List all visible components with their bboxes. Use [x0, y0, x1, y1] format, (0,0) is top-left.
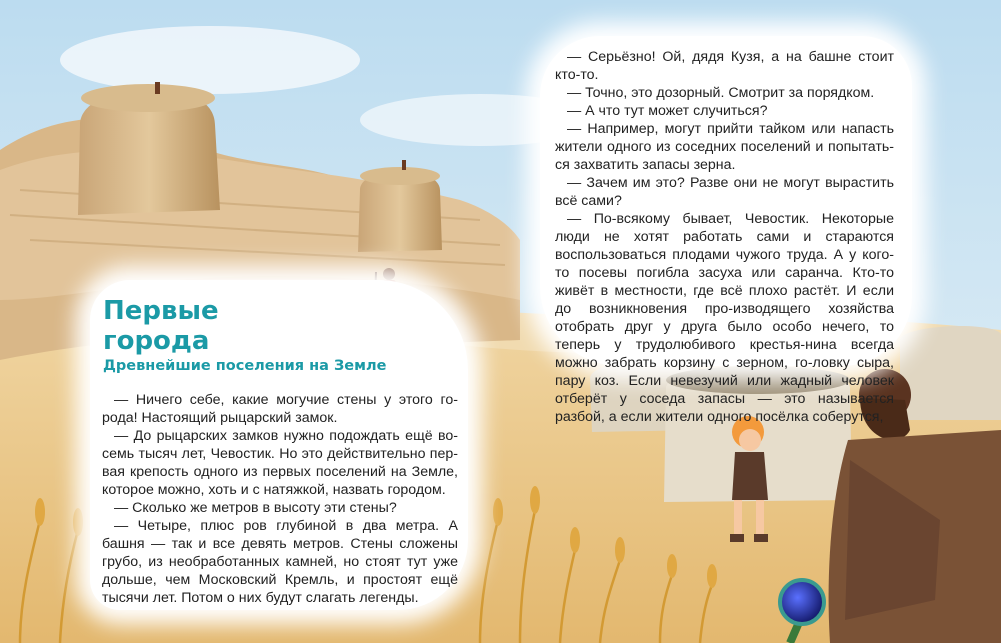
- watchman-figure: [402, 160, 406, 170]
- left-column-text: [102, 391, 458, 607]
- right-column-text: [555, 48, 894, 426]
- paragraph: — Точно, это дозорный. Смотрит за порядком.: [567, 85, 875, 101]
- paragraph: — Зачем им это? Разве они не могут вырастить всё сами?: [555, 175, 894, 209]
- tower-large-top: [81, 84, 215, 112]
- chapter-title-line-2: города: [103, 326, 210, 356]
- chapter-title: [103, 296, 219, 356]
- cloud: [60, 26, 360, 94]
- paragraph: — Ничего себе, какие могучие стены у этого го-рода! Настоящий рыцарский замок.: [102, 392, 458, 426]
- paragraph: — До рыцарских замков нужно подождать ещё во-семь тысяч лет, Чевостик. Но это действительно пер-вая крепость одного из первых поселений на Земле, которое можно, хоть и с натяжкой, назвать городом.: [102, 428, 458, 498]
- chapter-title-line-1: Первые: [103, 296, 219, 326]
- tower-small-top: [360, 167, 440, 185]
- paragraph: — По-всякому бывает, Чевостик. Некоторые люди не хотят работать сами и стараются воспользоваться плодами чужого труда. А у кого-то посевы погибла засуха или саранча. Кто-то живёт в местности, где всё плохо растёт. И если до возникновения про-изводящего хозяйства отобрать друг у друга было особо нечего, то теперь у трудолюбивого крестья-нина всегда можно забрать корзину с зерном, го-ловку сыра, пару коз. Если невезучий или жадный человек отберёт у соседа запасы — это называется разбой, а если жители одного посёлка соберутся,: [555, 211, 894, 425]
- paragraph: — Например, могут прийти тайком или напасть жители одного из соседних поселений и попытать-ся захватить запасы зерна.: [555, 121, 894, 173]
- paragraph: — А что тут может случиться?: [567, 103, 768, 119]
- watchman-figure: [155, 82, 160, 94]
- paragraph: — Четыре, плюс ров глубиной в два метра. А башня — так и все девять метров. Стены сложены грубо, из необработанных камней, но стоят тут уже дольше, чем Московский Кремль, и простоят ещё тысячи лет. Потом о них будут слагать легенды.: [102, 518, 458, 606]
- paragraph: — Сколько же метров в высоту эти стены?: [114, 500, 397, 516]
- chapter-subtitle: Древнейшие поселения на Земле: [103, 358, 387, 374]
- paragraph: — Серьёзно! Ой, дядя Кузя, а на башне стоит кто-то.: [555, 49, 894, 83]
